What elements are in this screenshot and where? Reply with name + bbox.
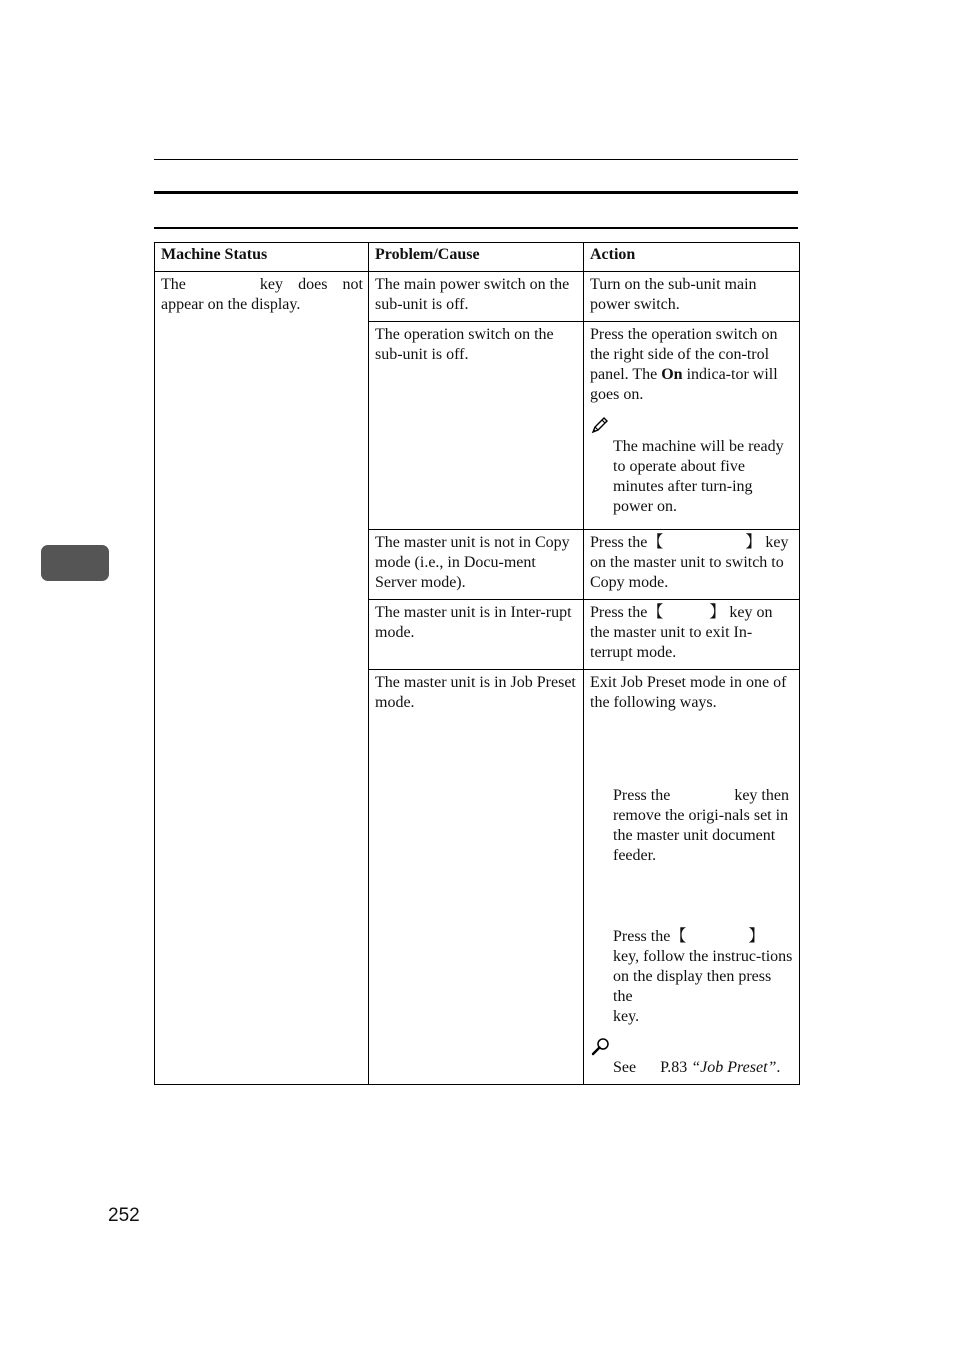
bracket-close: 】: [745, 534, 762, 551]
cause-cell: The master unit is in Inter-rupt mode.: [369, 600, 584, 670]
troubleshooting-table: [154, 242, 800, 1085]
way-one: Press the key then remove the origi-nals set in the master unit document feeder.: [613, 787, 789, 864]
header-rule-thin: [154, 159, 798, 160]
bracket-open: 【: [670, 928, 687, 945]
action-text: Exit Job Preset mode in one of the following ways.: [590, 674, 787, 711]
action-cell: Press the【 】 key on the master unit to exit In-terrupt mode.: [584, 600, 800, 670]
reference-page: P.83: [660, 1059, 688, 1076]
bracket-close: 】: [709, 604, 726, 621]
bracket-close: 】: [748, 928, 765, 945]
cause-cell: The master unit is in Job Preset mode.: [369, 670, 584, 1085]
header-rule-thick: [154, 191, 798, 194]
section-rule: [154, 227, 798, 229]
machine-status-cell: [155, 272, 369, 1085]
cause-cell: The master unit is not in Copy mode (i.e., in Docu-ment Server mode).: [369, 530, 584, 600]
on-indicator-label: On: [661, 366, 683, 383]
page-number: 252: [108, 1205, 140, 1226]
reference-text: See P.83 “Job Preset”.: [613, 1059, 781, 1076]
bracket-open: 【: [647, 534, 664, 551]
header-machine-status: Machine Status: [155, 243, 369, 272]
cause-cell: The main power switch on the sub-unit is off.: [369, 272, 584, 322]
action-text: Press the operation switch on the right side of the con-trol panel. The On indica-tor will goes on.: [590, 326, 778, 403]
way-two: Press the【 】 key, follow the instruc-tions on the display then press the key.: [613, 928, 793, 1025]
table-header-row: [155, 243, 800, 272]
action-cell: Press the【 】 key on the master unit to switch to Copy mode.: [584, 530, 800, 600]
chapter-tab: [41, 545, 109, 581]
status-text-pre: The: [161, 276, 186, 293]
header-problem-cause: Problem/Cause: [369, 243, 584, 272]
pencil-note-icon: [590, 415, 794, 437]
magnifier-reference-icon: [590, 1037, 794, 1059]
note-text: The machine will be ready to operate about five minutes after turn-ing power on.: [613, 438, 784, 515]
status-text-post: key does not appear on the display.: [161, 276, 363, 313]
reference-title: “Job Preset”: [691, 1059, 777, 1076]
table-row: [155, 272, 800, 322]
action-cell: Turn on the sub-unit main power switch.: [584, 272, 800, 322]
cause-cell: The operation switch on the sub-unit is off.: [369, 322, 584, 530]
header-action: Action: [584, 243, 800, 272]
action-cell: [584, 670, 800, 1085]
action-cell: [584, 322, 800, 530]
bracket-open: 【: [647, 604, 664, 621]
